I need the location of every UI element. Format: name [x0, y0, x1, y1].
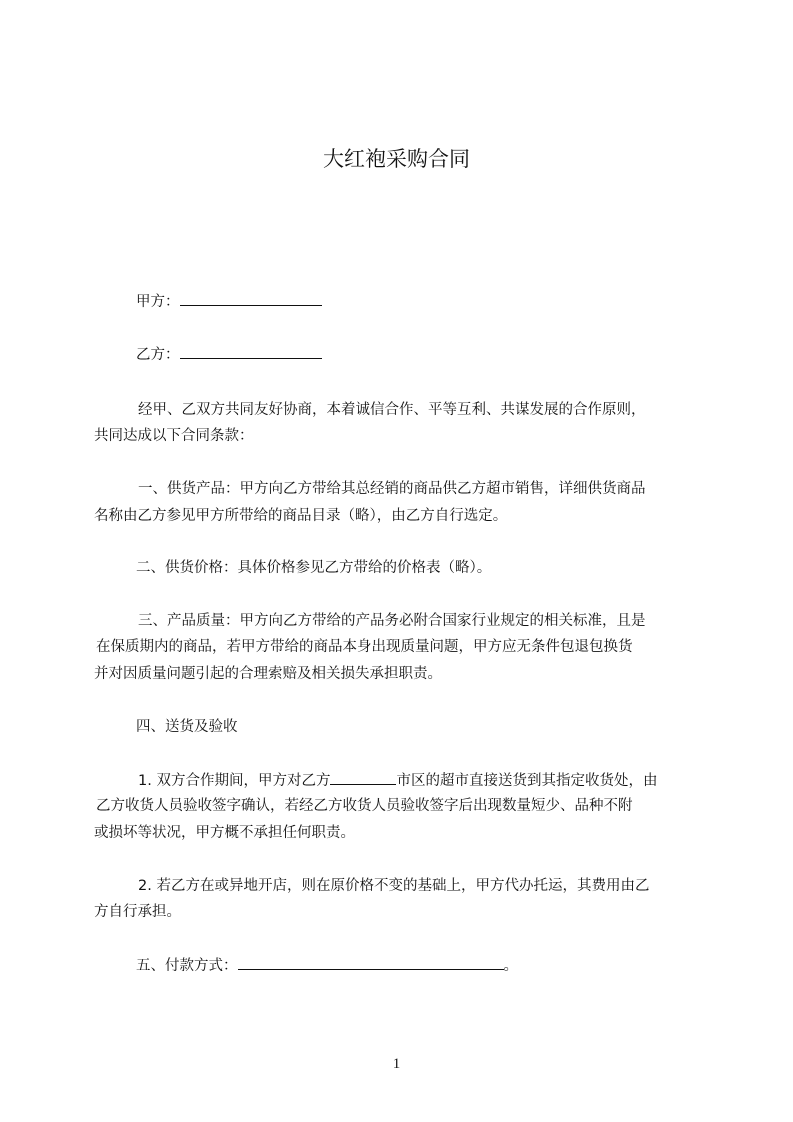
clause-1-line-2: 名称由乙方参见甲方所带给的商品目录（略），由乙方自行选定。 [94, 508, 508, 524]
clause-1-line-1: 一、供货产品：甲方向乙方带给其总经销的商品供乙方超市销售，详细供货商品 [138, 481, 646, 497]
item-1-city-blank [330, 770, 396, 785]
party-b-label: 乙方： [136, 347, 180, 363]
item-1-line-2: 乙方收货人员验收签字确认，若经乙方收货人员验收签字后出现数量短少、品种不附 [96, 798, 633, 814]
page-number: 1 [392, 1056, 401, 1072]
clause-3-line-3: 并对因质量问题引起的合理索赔及相关损失承担职责。 [94, 666, 442, 682]
intro-line-2: 共同达成以下合同条款： [94, 428, 254, 444]
payment-method-blank [238, 955, 504, 970]
clause-4-heading: 四、送货及验收 [136, 719, 238, 735]
clause-3-line-2: 在保质期内的商品，若甲方带给的商品本身出现质量问题，甲方应无条件包退包换货 [96, 639, 633, 655]
item-1-line-1 [138, 770, 748, 791]
clause-2-line-1: 二、供货价格：具体价格参见乙方带给的价格表（略）。 [136, 560, 492, 576]
party-a-blank [180, 291, 322, 306]
clause-5-line [136, 955, 746, 976]
item-1-text-before: 1. 双方合作期间，甲方对乙方 [138, 773, 331, 789]
intro-line-1: 经甲、乙双方共同友好协商，本着诚信合作、平等互利、共谋发展的合作原则， [138, 402, 646, 418]
item-2-line-2: 方自行承担。 [94, 904, 181, 920]
party-a-label: 甲方： [136, 294, 180, 310]
party-b-line [136, 344, 746, 365]
item-1-line-3: 或损坏等状况，甲方概不承担任何职责。 [94, 825, 355, 841]
clause-3-line-1: 三、产品质量：甲方向乙方带给的产品务必附合国家行业规定的相关标准，且是 [138, 613, 646, 629]
item-1-text-after: 市区的超市直接送货到其指定收货处，由 [396, 773, 658, 789]
clause-5-end: 。 [503, 958, 518, 974]
item-2-line-1: 2. 若乙方在或异地开店，则在原价格不变的基础上，甲方代办托运，其费用由乙 [138, 878, 650, 894]
document-title: 大红袍采购合同 [323, 147, 470, 171]
clause-5-label: 五、付款方式： [136, 958, 238, 974]
party-b-blank [180, 344, 322, 359]
party-a-line [136, 291, 746, 312]
